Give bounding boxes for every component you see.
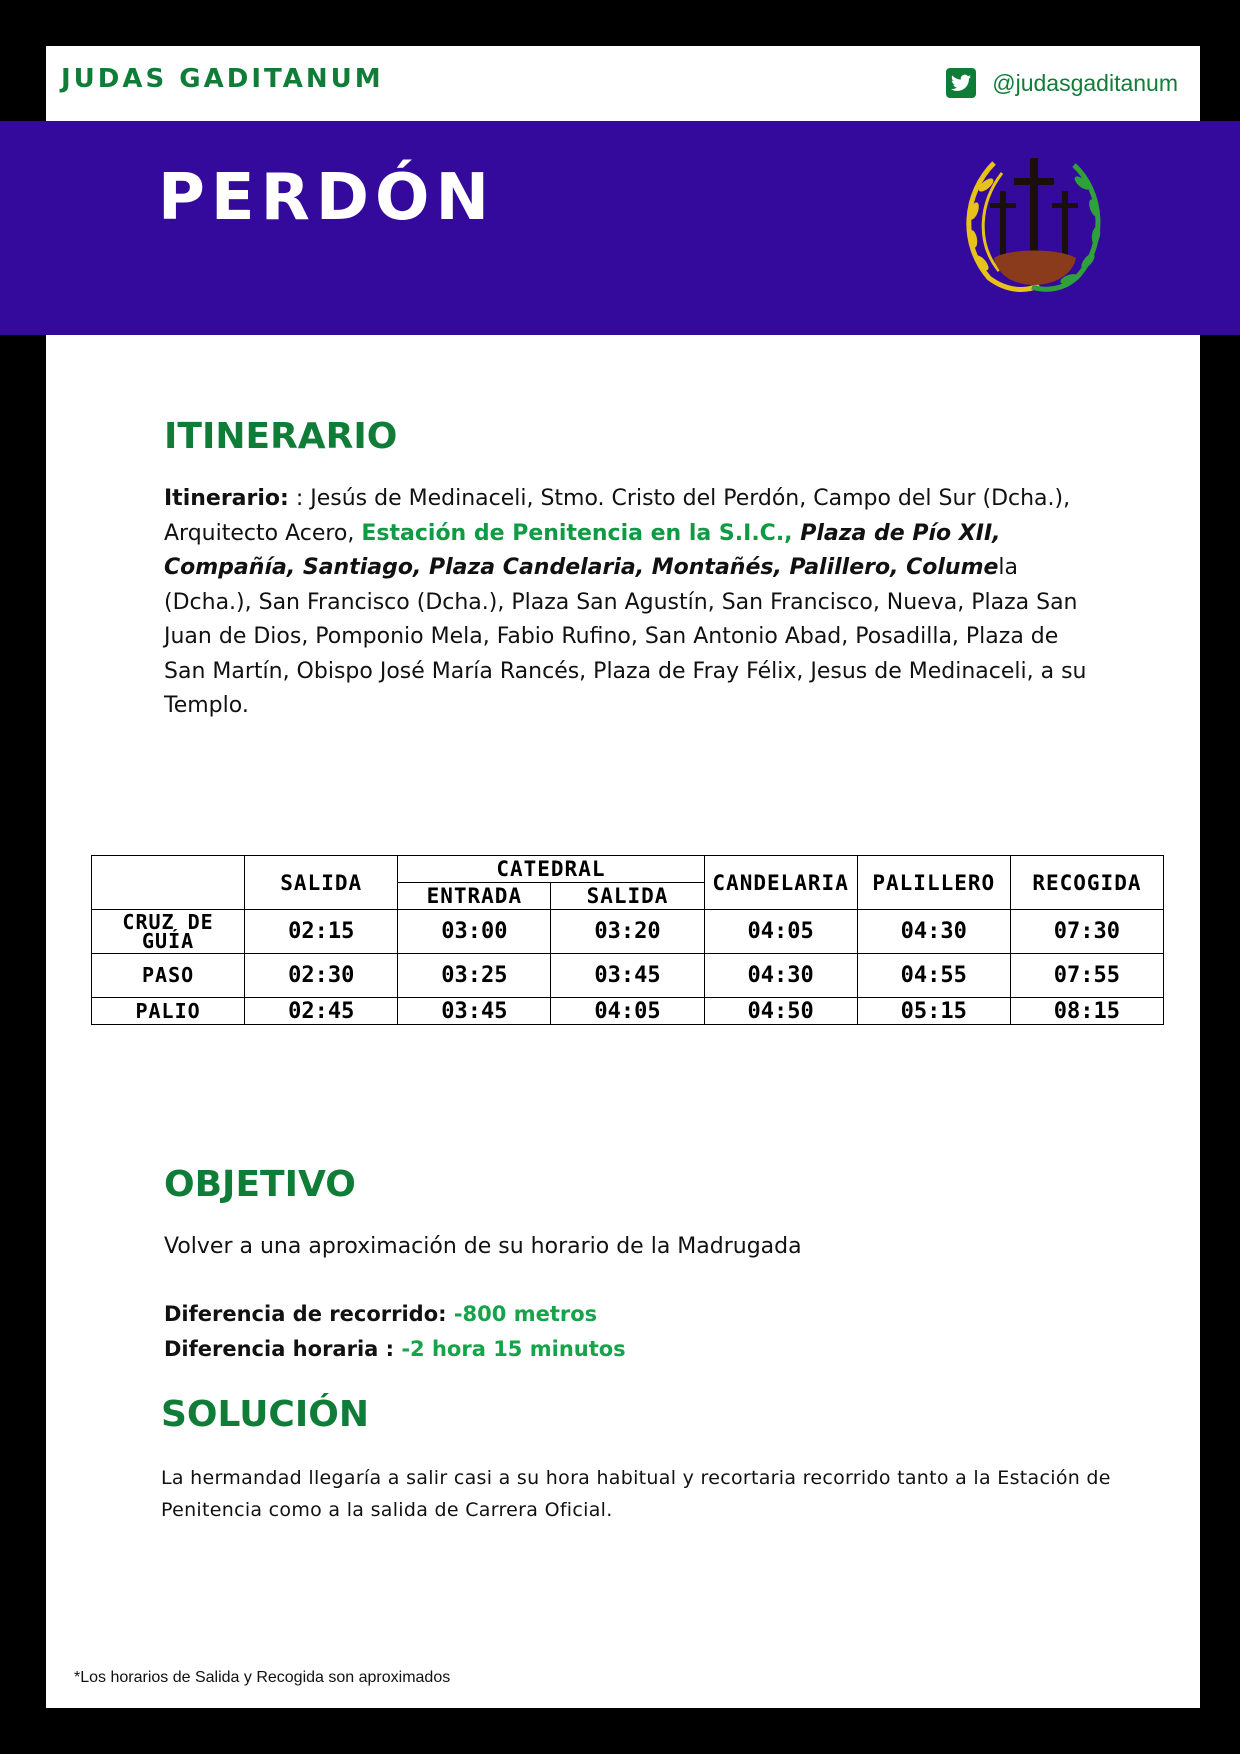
itinerario-paragraph [164,482,1094,724]
cell-recogida: 08:15 [1010,998,1163,1025]
page-title: PERDÓN [158,161,495,235]
col-catedral: CATEDRAL [398,856,704,883]
cell-recogida: 07:55 [1010,954,1163,998]
row-label: PALIO [92,998,245,1025]
twitter-handle: @judasgaditanum [992,69,1178,96]
solucion-text: La hermandad llegaría a salir casi a su hora habitual y recortaria recorrido tanto a la Estación de Penitencia como a la salida de Carrera Oficial. [161,1467,1111,1521]
solucion-heading: SOLUCIÓN [161,1394,369,1435]
itinerario-station: Estación de Penitencia en la S.I.C., [361,520,801,546]
cell-salida: 02:30 [245,954,398,998]
cell-candelaria: 04:30 [704,954,857,998]
table-row [92,910,1164,954]
table-row [92,998,1164,1025]
cell-salida: 02:45 [245,998,398,1025]
title-banner [0,121,1240,335]
itinerario-text-1: : Jesús de Medinaceli, Stmo. Cristo del Perdón, Campo del Sur (Dcha.), Arquitecto Acero, [164,486,1071,546]
cell-catedral-salida: 04:05 [551,998,704,1025]
twitter-link[interactable] [946,68,1178,98]
cell-palillero: 04:55 [857,954,1010,998]
twitter-icon [946,68,976,98]
itinerario-label: Itinerario: [164,486,289,511]
cell-palillero: 04:30 [857,910,1010,954]
cell-candelaria: 04:05 [704,910,857,954]
brand-title: JUDAS GADITANUM [61,64,384,94]
cell-palillero: 05:15 [857,998,1010,1025]
diferencia-recorrido-value: -800 metros [453,1302,598,1326]
col-salida: SALIDA [245,856,398,910]
cell-entrada: 03:00 [398,910,551,954]
diferencia-horaria-value: -2 hora 15 minutos [401,1337,626,1361]
col-recogida: RECOGIDA [1010,856,1163,910]
itinerario-heading: ITINERARIO [164,416,398,457]
col-palillero: PALILLERO [857,856,1010,910]
diferencia-recorrido [164,1302,597,1326]
diferencia-recorrido-label: Diferencia de recorrido: [164,1302,454,1326]
cell-recogida: 07:30 [1010,910,1163,954]
itinerario-text-2: la (Dcha.), San Francisco (Dcha.), Plaza San Agustín, San Francisco, Nueva, Plaza San Juan de Dios, Pomponio Mela, Fabio Rufino, San Antonio Abad, Posadilla, Plaza de San Martín, Obispo José María Rancés, Plaza de Fray Félix, Jesus de Medinaceli, a su Templo. [164,555,1087,718]
cell-entrada: 03:45 [398,998,551,1025]
objetivo-heading: OBJETIVO [164,1164,356,1205]
three-crosses-emblem [954,153,1114,303]
col-catedral-entrada: ENTRADA [398,883,551,910]
itinerario-official-route: Plaza de Pío XII, Compañía, Santiago, Plaza Candelaria, Montañés, Palillero, Colume [164,520,1001,580]
cell-candelaria: 04:50 [704,998,857,1025]
table-corner-cell [92,856,245,910]
cell-catedral-salida: 03:45 [551,954,704,998]
objetivo-text: Volver a una aproximación de su horario de la Madrugada [164,1234,802,1259]
diferencia-horaria-label: Diferencia horaria : [164,1337,402,1361]
col-candelaria: CANDELARIA [704,856,857,910]
cell-catedral-salida: 03:20 [551,910,704,954]
cell-salida: 02:15 [245,910,398,954]
footnote: *Los horarios de Salida y Recogida son aproximados [74,1669,451,1686]
row-label: CRUZ DE GUÍA [92,910,245,954]
cell-entrada: 03:25 [398,954,551,998]
diferencia-horaria [164,1337,626,1361]
table-row [92,954,1164,998]
col-catedral-salida: SALIDA [551,883,704,910]
row-label: PASO [92,954,245,998]
schedule-table [91,855,1164,1025]
table-header-row [92,856,1164,883]
